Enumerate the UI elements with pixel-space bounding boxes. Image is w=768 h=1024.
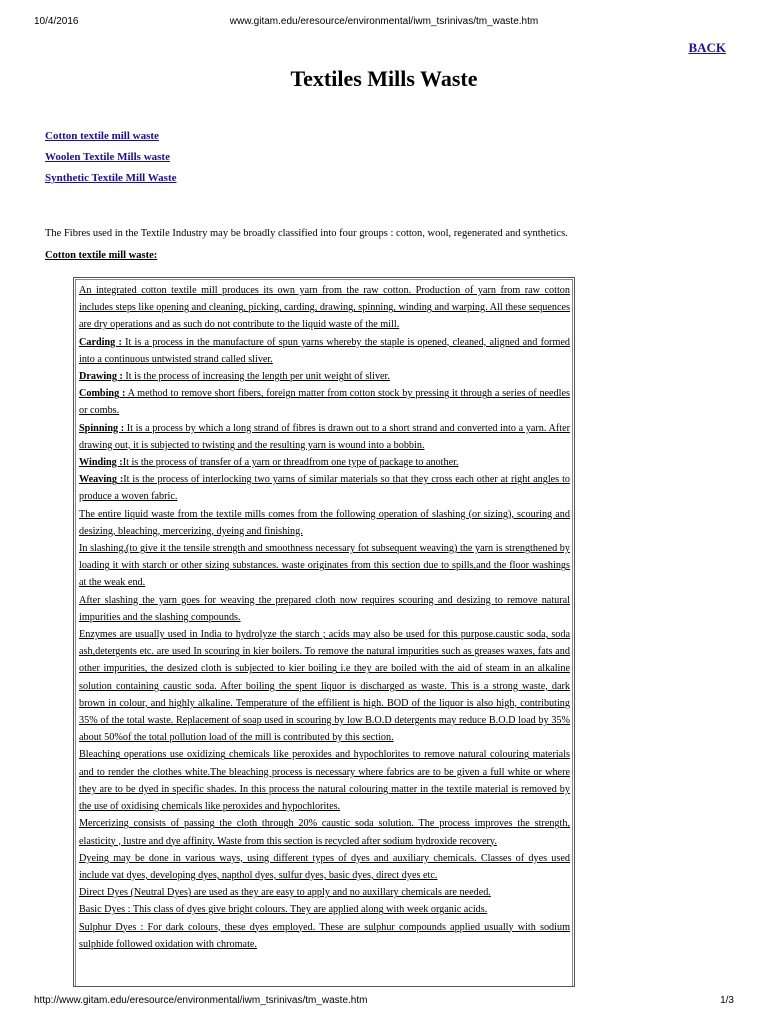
paragraph-weaving xyxy=(79,471,570,505)
content-table xyxy=(73,277,575,987)
table-of-contents xyxy=(45,130,177,193)
term-label: Winding : xyxy=(79,457,123,469)
print-footer xyxy=(34,995,734,1009)
paragraph-after-slashing xyxy=(79,592,570,626)
paragraph-enzymes xyxy=(79,626,570,746)
paragraph-spinning xyxy=(79,420,570,454)
page-title xyxy=(0,66,768,92)
back-link[interactable]: BACK xyxy=(688,40,726,55)
toc-item-synthetic xyxy=(45,172,177,193)
intro-paragraph: The Fibres used in the Textile Industry may be broadly classified into four groups : cotton, wool, regenerated and synthetics. xyxy=(45,228,568,239)
paragraph-basic-dyes xyxy=(79,901,570,918)
toc-link-woolen[interactable]: Woolen Textile Mills waste xyxy=(45,151,170,163)
paragraph-text: It is the process of increasing the length per unit weight of sliver. xyxy=(122,371,390,383)
paragraph-text: It is a process in the manufacture of spun yarns whereby the staple is opened, cleaned, aligned and formed into a continuous untwisted strand called sliver. xyxy=(79,336,570,365)
paragraph-text: Sulphur Dyes : For dark colours, these dyes employed. These are sulphur compounds applied usually with sodium sulphide followed oxidation with chromate. xyxy=(79,921,570,950)
paragraph-text: Basic Dyes : This class of dyes give bright colours. They are applied along with week organic acids. xyxy=(79,904,488,916)
page-number: 1/3 xyxy=(720,995,734,1006)
print-header xyxy=(34,16,734,30)
print-url: www.gitam.edu/eresource/environmental/iwm_tsrinivas/tm_waste.htm xyxy=(229,16,539,27)
paragraph-text: Direct Dyes (Neutral Dyes) are used as they are easy to apply and no auxillary chemicals are needed. xyxy=(79,887,491,899)
paragraph-sulphur-dyes xyxy=(79,919,570,953)
paragraph-slashing xyxy=(79,540,570,592)
paragraph-carding xyxy=(79,334,570,368)
toc-link-synthetic[interactable]: Synthetic Textile Mill Waste xyxy=(45,172,177,184)
term-label: Weaving : xyxy=(79,474,124,486)
paragraph-text: Dyeing may be done in various ways, using different types of dyes and auxiliary chemicals. Classes of dyes used include vat dyes, developing dyes, napthol dyes, sulfur dyes, basic dyes, direct dyes etc. xyxy=(79,852,570,881)
content-cell xyxy=(75,279,573,987)
paragraph-combing xyxy=(79,385,570,419)
paragraph-text: Bleaching operations use oxidizing chemicals like peroxides and hypochlorites to remove natural colouring materials and to render the clothes white.The bleaching process is necessary where fabrics are to be given a full white or where they are to be dyed in specific shades. In this process the natural colouring matter in the textile material is removed by the use of oxidising chemicals like peroxides and hypochlorites. xyxy=(79,749,570,813)
paragraph-text: In slashing,(to give it the tensile strength and smoothness necessary fot subsequent weaving) the yarn is strengthened by loading it with starch or other sizing substances. waste originates from this section due to spills,and the floor washings at the weak end. xyxy=(79,543,570,589)
page-title-text: Textiles Mills Waste xyxy=(290,66,478,91)
paragraph-direct-dyes xyxy=(79,884,570,901)
paragraph-text: Mercerizing consists of passing the cloth through 20% caustic soda solution. The process improves the strength, elasticity , lustre and dye affinity. Waste from this section is recycled after sodium hydroxide recovery. xyxy=(79,818,570,847)
paragraph-text: The entire liquid waste from the textile mills comes from the following operation of slashing (or sizing), scouring and desizing, bleaching, mercerizing, dyeing and finishing. xyxy=(79,508,570,537)
paragraph-mercerizing xyxy=(79,815,570,849)
term-label: Carding : xyxy=(79,336,122,348)
paragraph-liquid-waste xyxy=(79,506,570,540)
paragraph-text: It is the process of transfer of a yarn or threadfrom one type of package to another. xyxy=(122,457,459,469)
term-label: Combing : xyxy=(79,388,126,400)
term-label: Drawing : xyxy=(79,371,123,383)
footer-url: http://www.gitam.edu/eresource/environmental/iwm_tsrinivas/tm_waste.htm xyxy=(34,995,368,1006)
paragraph-text: It is a process by which a long strand of fibres is drawn out to a short strand and converted into a yarn. After drawing out, it is subjected to twisting and the resulting yarn is wound into a bobbin. xyxy=(79,422,571,451)
toc-item-cotton xyxy=(45,130,177,151)
print-date: 10/4/2016 xyxy=(34,16,79,27)
paragraph-bleaching xyxy=(79,746,570,815)
paragraph-drawing xyxy=(79,368,570,385)
paragraph-text: It is the process of interlocking two yarns of similar materials so that they cross each other at right angles to produce a woven fabric. xyxy=(79,474,570,503)
paragraph-text: Enzymes are usually used in India to hydrolyze the starch ; acids may also be used for this purpose.caustic soda, soda ash,detergents etc. are used In scouring in kier boilers. To remove the natural impurities such as greases waxes, fats and other impurities, the desized cloth is subjected to kier boiling i.e they are boiled with the aid of steam in an alkaline solution containing caustic soda. After boiling the spent liquor is discharged as waste. This is a strong waste, dark brown in colour, and highly alkaline. Temperature of the effilient is high. BOD of the liquor is also high, contributing 35% of the total waste. Replacement of soap used in scouring by low B.O.D detergents may reduce B.O.D load by 35% about 50%of the total pollution load of the mill is contributed by this section. xyxy=(79,629,570,744)
section-heading: Cotton textile mill waste: xyxy=(45,250,158,261)
term-label: Spinning : xyxy=(79,422,125,434)
toc-item-woolen xyxy=(45,151,177,172)
paragraph-winding xyxy=(79,454,570,471)
paragraph-intro xyxy=(79,282,570,334)
toc-link-cotton[interactable]: Cotton textile mill waste xyxy=(45,130,159,142)
paragraph-text: An integrated cotton textile mill produces its own yarn from the raw cotton. Production of yarn from raw cotton includes steps like opening and cleaning, picking, carding, drawing, spinning, winding and warping. All these sequences are dry operations and as such do not contribute to the liquid waste of the mill. xyxy=(79,285,570,331)
paragraph-text: After slashing the yarn goes for weaving the prepared cloth now requires scouring and desizing to remove natural impurities and the slashing compounds. xyxy=(79,594,570,623)
paragraph-text: A method to remove short fibers, foreign matter from cotton stock by pressing it through a series of needles or combs. xyxy=(79,388,570,417)
paragraph-dyeing xyxy=(79,850,570,884)
